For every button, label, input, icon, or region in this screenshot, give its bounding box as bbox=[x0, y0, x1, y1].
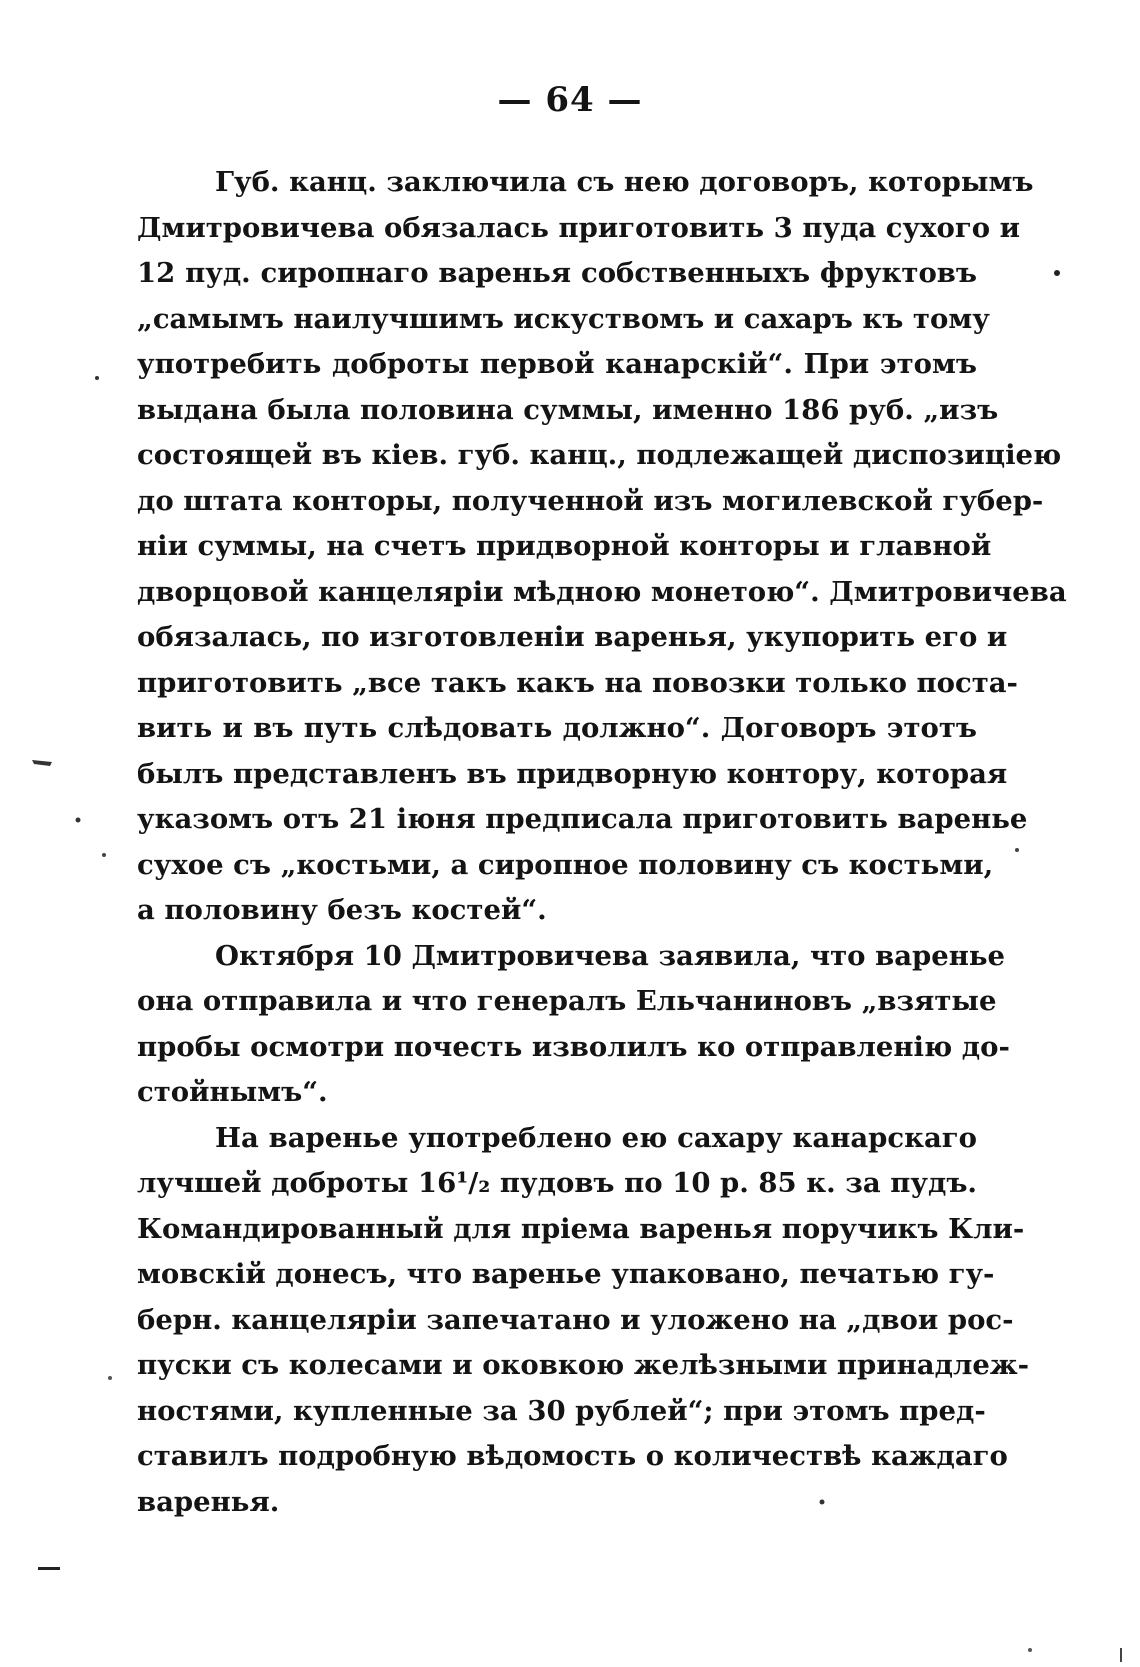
scan-speck bbox=[1054, 270, 1060, 276]
text-line: пуски съ колесами и оковкою желѣзными принадлеж- bbox=[137, 1349, 1030, 1381]
paragraph bbox=[137, 160, 1067, 934]
text-line: а половину безъ костей“. bbox=[137, 894, 547, 926]
page-number: — 64 — bbox=[497, 80, 643, 120]
text-line: варенья. bbox=[137, 1485, 280, 1518]
text-line: Дмитровичева обязалась приготовить 3 пуда сухого и bbox=[137, 211, 1021, 244]
text-line: „самымъ наилучшимъ искуствомъ и сахаръ къ тому bbox=[137, 302, 990, 335]
text-line: ностями, купленные за 30 рублей“; при этомъ пред- bbox=[137, 1394, 986, 1427]
text-line: состоящей въ кіев. губ. канц., подлежащей диспозиціею bbox=[137, 439, 1062, 471]
scan-speck bbox=[32, 760, 52, 766]
text-line: былъ представленъ въ придворную контору, которая bbox=[137, 757, 1008, 790]
scan-speck bbox=[102, 853, 106, 857]
paragraph bbox=[137, 934, 1010, 1116]
body-text bbox=[137, 160, 1067, 1525]
text-line: лучшей доброты 16¹/₂ пудовъ по 10 р. 85 к. за пудъ. bbox=[137, 1167, 977, 1199]
text-line: Октября 10 Дмитровичева заявила, что варенье bbox=[215, 939, 1006, 972]
text-line: выдана была половина суммы, именно 186 руб. „изъ bbox=[137, 393, 999, 426]
scan-speck bbox=[1015, 848, 1019, 852]
text-line: пробы осмотри почесть изволилъ ко отправленію до- bbox=[137, 1030, 1010, 1063]
text-line: приготовить „все такъ какъ на повозки только поста- bbox=[137, 666, 1018, 699]
text-line: стойнымъ“. bbox=[137, 1076, 328, 1108]
text-line: мовскій донесъ, что варенье упаковано, печатью гу- bbox=[137, 1258, 995, 1290]
text-line: указомъ отъ 21 іюня предписала приготовить варенье bbox=[137, 803, 1028, 835]
scan-speck bbox=[1028, 1648, 1032, 1652]
scan-speck bbox=[76, 818, 81, 823]
text-line: берн. канцеляріи запечатано и уложено на „двои рос- bbox=[137, 1303, 1014, 1336]
text-line: Командированный для пріема варенья поручикъ Кли- bbox=[137, 1212, 1025, 1245]
text-line: употребить доброты первой канарскій“. При этомъ bbox=[137, 348, 977, 380]
scan-speck bbox=[95, 376, 99, 380]
text-line: вить и въ путь слѣдовать должно“. Договоръ этотъ bbox=[137, 712, 977, 744]
text-line: Губ. канц. заключила съ нею договоръ, которымъ bbox=[215, 166, 1034, 198]
text-line: На варенье употреблено ею сахару канарскаго bbox=[215, 1121, 977, 1154]
text-line: обязалась, по изготовленіи варенья, укупорить его и bbox=[137, 621, 1008, 653]
text-line: ніи суммы, на счетъ придворной конторы и главной bbox=[137, 530, 992, 562]
text-line: она отправила и что генералъ Ельчаниновъ „взятые bbox=[137, 985, 997, 1017]
text-line: дворцовой канцеляріи мѣдною монетою“. Дмитровичева bbox=[137, 575, 1067, 608]
paragraph bbox=[137, 1116, 1030, 1526]
text-line: сухое съ „костьми, а сиропное половину съ костьми, bbox=[137, 848, 994, 881]
scan-speck bbox=[108, 1376, 112, 1380]
text-line: ставилъ подробную вѣдомость о количествѣ каждаго bbox=[137, 1440, 1008, 1472]
text-line: 12 пуд. сиропнаго варенья собственныхъ фруктовъ bbox=[137, 257, 977, 289]
text-line: до штата конторы, полученной изъ могилевской губер- bbox=[137, 484, 1044, 517]
scan-speck bbox=[1120, 1648, 1122, 1662]
scan-speck bbox=[38, 1567, 60, 1570]
